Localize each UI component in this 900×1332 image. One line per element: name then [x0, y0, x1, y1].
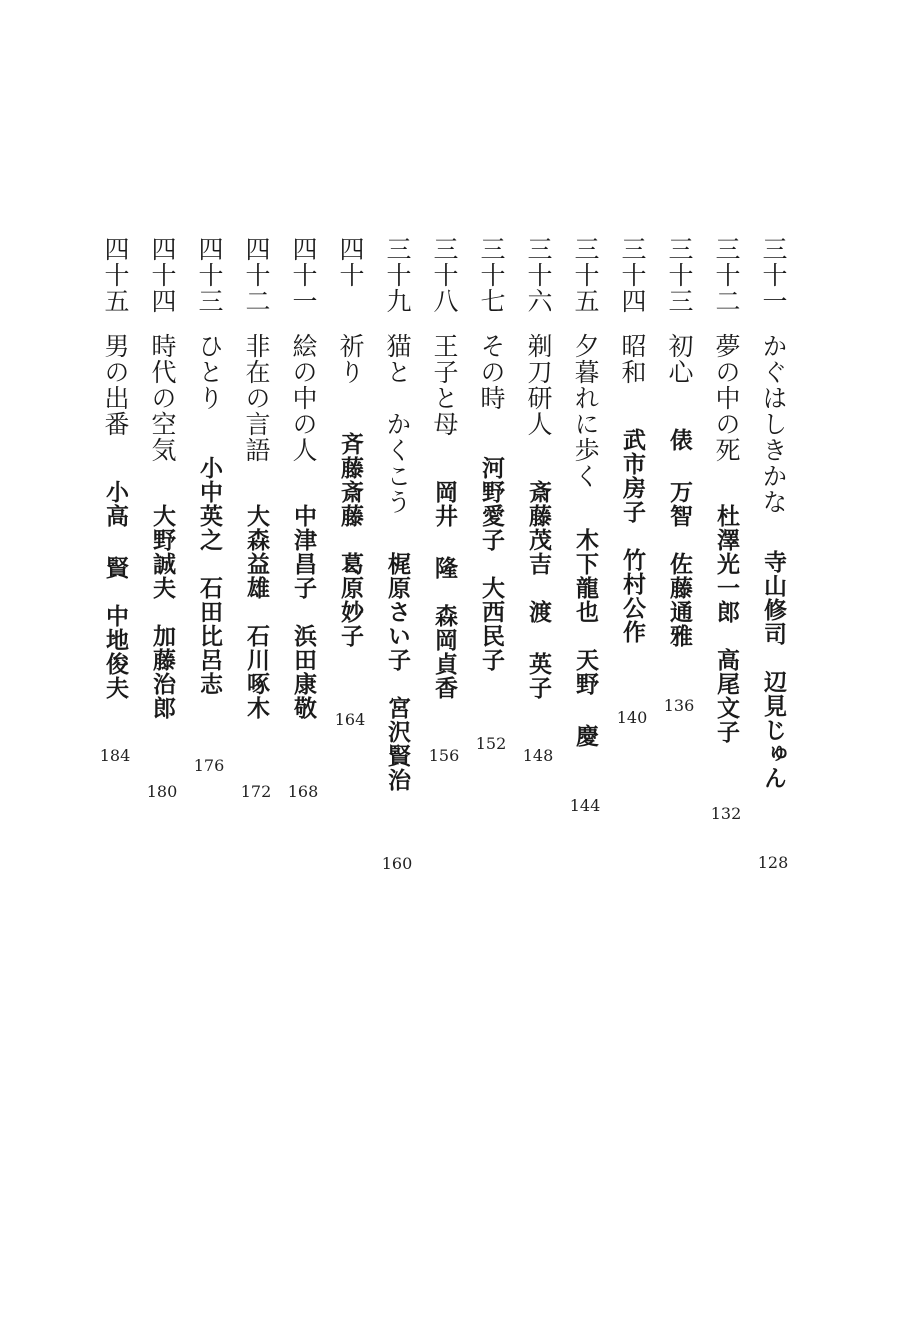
toc-entry: [519, 236, 557, 876]
entry-authors: 杜澤光一郎 高尾文子: [713, 504, 740, 744]
toc-entry: [472, 236, 510, 876]
entry-title: かぐはしきかな: [759, 333, 788, 515]
toc-entry: [284, 236, 322, 876]
entry-number: 三十五: [571, 236, 600, 314]
toc-entry: [613, 236, 651, 876]
entry-title: その時: [477, 333, 506, 411]
entry-authors: 梶原さい子 宮沢賢治: [384, 552, 411, 792]
entry-number: 三十四: [618, 236, 647, 314]
toc-entry: [754, 236, 792, 876]
entry-number: 四十四: [148, 236, 177, 314]
toc-entry: [566, 236, 604, 876]
entry-number: 四十五: [101, 236, 130, 314]
entry-page-number: 148: [522, 746, 554, 765]
entry-title: 非在の言語: [242, 333, 271, 463]
entry-page-number: 180: [146, 782, 178, 801]
entry-authors: 岡井 隆 森岡貞香: [431, 480, 458, 700]
entry-number: 三十九: [383, 236, 412, 314]
entry-authors: 寺山修司 辺見じゅん: [760, 550, 787, 790]
entry-number: 三十六: [524, 236, 553, 314]
entry-title: 時代の空気: [148, 333, 177, 463]
entry-page-number: 144: [569, 796, 601, 815]
toc-entry: [96, 236, 134, 876]
entry-page-number: 152: [475, 734, 507, 753]
entry-page-number: 132: [710, 804, 742, 823]
entry-authors: 大森益雄 石川啄木: [243, 504, 270, 720]
toc-entry: [331, 236, 369, 876]
toc-entry: [425, 236, 463, 876]
toc-entry: [143, 236, 181, 876]
entry-page-number: 176: [193, 756, 225, 775]
entry-number: 三十八: [430, 236, 459, 314]
entry-number: 四十: [336, 236, 365, 288]
entry-number: 三十七: [477, 236, 506, 314]
entry-page-number: 160: [381, 854, 413, 873]
toc-entry: [707, 236, 745, 876]
toc-entry: [378, 236, 416, 876]
entry-title: 絵の中の人: [289, 333, 318, 463]
entry-number: 四十二: [242, 236, 271, 314]
entry-page-number: 128: [757, 853, 789, 872]
entry-authors: 斉藤斎藤 葛原妙子: [337, 432, 364, 648]
entry-number: 四十一: [289, 236, 318, 314]
toc-entry: [660, 236, 698, 876]
toc-entry: [237, 236, 275, 876]
entry-title: 男の出番: [101, 333, 130, 437]
entry-page-number: 164: [334, 710, 366, 729]
entry-number: 四十三: [195, 236, 224, 314]
entry-page-number: 156: [428, 746, 460, 765]
entry-authors: 俵 万智 佐藤通雅: [666, 428, 693, 648]
entry-page-number: 184: [99, 746, 131, 765]
entry-title: 王子と母: [430, 333, 459, 437]
entry-authors: 小高 賢 中地俊夫: [102, 480, 129, 700]
entry-title: 夢の中の死: [712, 333, 741, 463]
entry-page-number: 140: [616, 708, 648, 727]
entry-title: 昭和: [618, 333, 647, 385]
entry-authors: 斎藤茂吉 渡 英子: [525, 480, 552, 700]
entry-authors: 木下龍也 天野 慶: [572, 528, 599, 748]
entry-number: 三十二: [712, 236, 741, 314]
entry-page-number: 136: [663, 696, 695, 715]
entry-number: 三十三: [665, 236, 694, 314]
toc-entry: [190, 236, 228, 876]
entry-title: ひとり: [195, 333, 224, 411]
entry-authors: 小中英之 石田比呂志: [196, 456, 223, 696]
entry-authors: 武市房子 竹村公作: [619, 428, 646, 644]
entry-title: 初心: [665, 333, 694, 385]
entry-title: 猫と かくこう: [383, 333, 412, 515]
entry-title: 夕暮れに歩く: [571, 333, 600, 489]
entry-page-number: 168: [287, 782, 319, 801]
entry-title: 剃刀研人: [524, 333, 553, 437]
entry-authors: 河野愛子 大西民子: [478, 456, 505, 672]
entry-page-number: 172: [240, 782, 272, 801]
entry-number: 三十一: [759, 236, 788, 314]
entry-authors: 中津昌子 浜田康敬: [290, 504, 317, 720]
entry-authors: 大野誠夫 加藤治郎: [149, 504, 176, 720]
entry-title: 祈り: [336, 333, 365, 385]
